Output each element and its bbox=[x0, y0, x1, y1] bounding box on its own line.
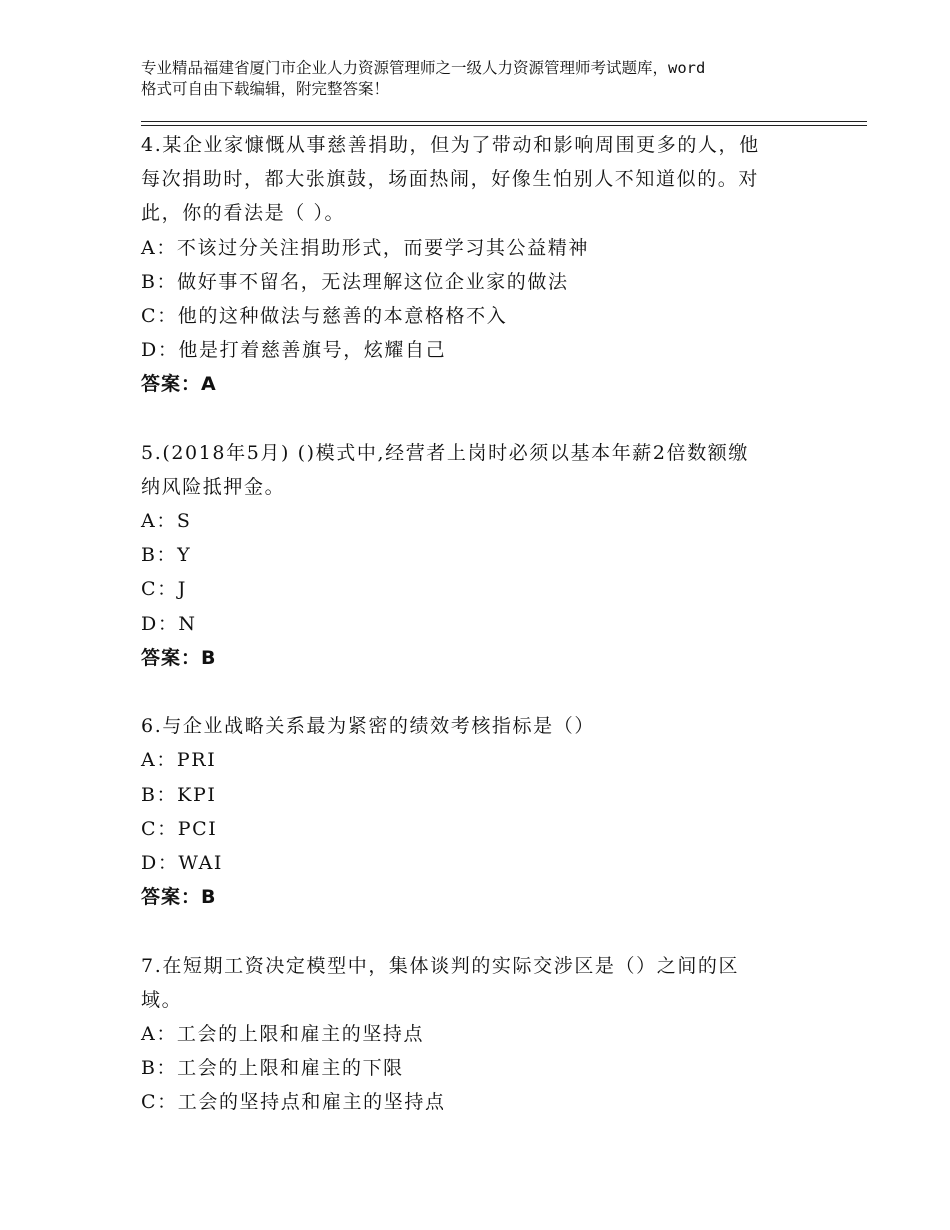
question-block bbox=[141, 436, 861, 675]
question-stem-line: 7.在短期工资决定模型中，集体谈判的实际交涉区是（）之间的区 bbox=[141, 954, 740, 977]
option-a: A：不该过分关注捐助形式，而要学习其公益精神 bbox=[141, 236, 589, 259]
option-b: B：工会的上限和雇主的下限 bbox=[141, 1057, 404, 1080]
option-a: A：S bbox=[141, 510, 192, 533]
option-c: C：J bbox=[141, 578, 187, 601]
option-a: A：PRI bbox=[141, 749, 217, 772]
question-stem-line: 纳风险抵押金。 bbox=[141, 475, 286, 498]
option-d: D：N bbox=[141, 612, 197, 635]
question-gap bbox=[141, 402, 861, 436]
question-stem-line: 4.某企业家慷慨从事慈善捐助，但为了带动和影响周围更多的人，他 bbox=[141, 134, 760, 156]
header-line-2: 格式可自由下载编辑，附完整答案！ bbox=[141, 80, 390, 98]
answer-label: 答案：B bbox=[141, 886, 217, 909]
question-stem-line: 每次捐助时，都大张旗鼓，场面热闹，好像生怕别人不知道似的。对 bbox=[141, 168, 760, 191]
answer-label: 答案：B bbox=[141, 646, 217, 669]
option-b: B：做好事不留名，无法理解这位企业家的做法 bbox=[141, 270, 569, 293]
document-header bbox=[141, 58, 841, 100]
option-c: C：工会的坚持点和雇主的坚持点 bbox=[141, 1091, 446, 1114]
option-c: C：他的这种做法与慈善的本意格格不入 bbox=[141, 304, 508, 327]
question-block bbox=[141, 949, 861, 1120]
option-d: D：他是打着慈善旗号，炫耀自己 bbox=[141, 339, 447, 362]
question-list bbox=[141, 128, 861, 1119]
header-line-1: 专业精品福建省厦门市企业人力资源管理师之一级人力资源管理师考试题库，word bbox=[141, 59, 706, 77]
header-rule-bottom bbox=[141, 125, 867, 126]
question-stem-line: 5.(2018年5月) ()模式中,经营者上岗时必须以基本年薪2倍数额缴 bbox=[141, 441, 749, 464]
question-stem-line: 域。 bbox=[141, 988, 183, 1011]
question-gap bbox=[141, 914, 861, 948]
option-c: C：PCI bbox=[141, 817, 218, 840]
question-block bbox=[141, 128, 861, 402]
question-gap bbox=[141, 675, 861, 709]
option-b: B：Y bbox=[141, 544, 192, 567]
question-block bbox=[141, 709, 861, 914]
header-rule-top bbox=[141, 121, 867, 122]
question-stem-line: 此，你的看法是（ ）。 bbox=[141, 202, 346, 225]
option-d: D：WAI bbox=[141, 851, 224, 874]
answer-label: 答案：A bbox=[141, 373, 217, 396]
option-a: A：工会的上限和雇主的坚持点 bbox=[141, 1022, 425, 1045]
option-b: B：KPI bbox=[141, 783, 217, 806]
question-stem-line: 6.与企业战略关系最为紧密的绩效考核指标是（） bbox=[141, 715, 595, 738]
